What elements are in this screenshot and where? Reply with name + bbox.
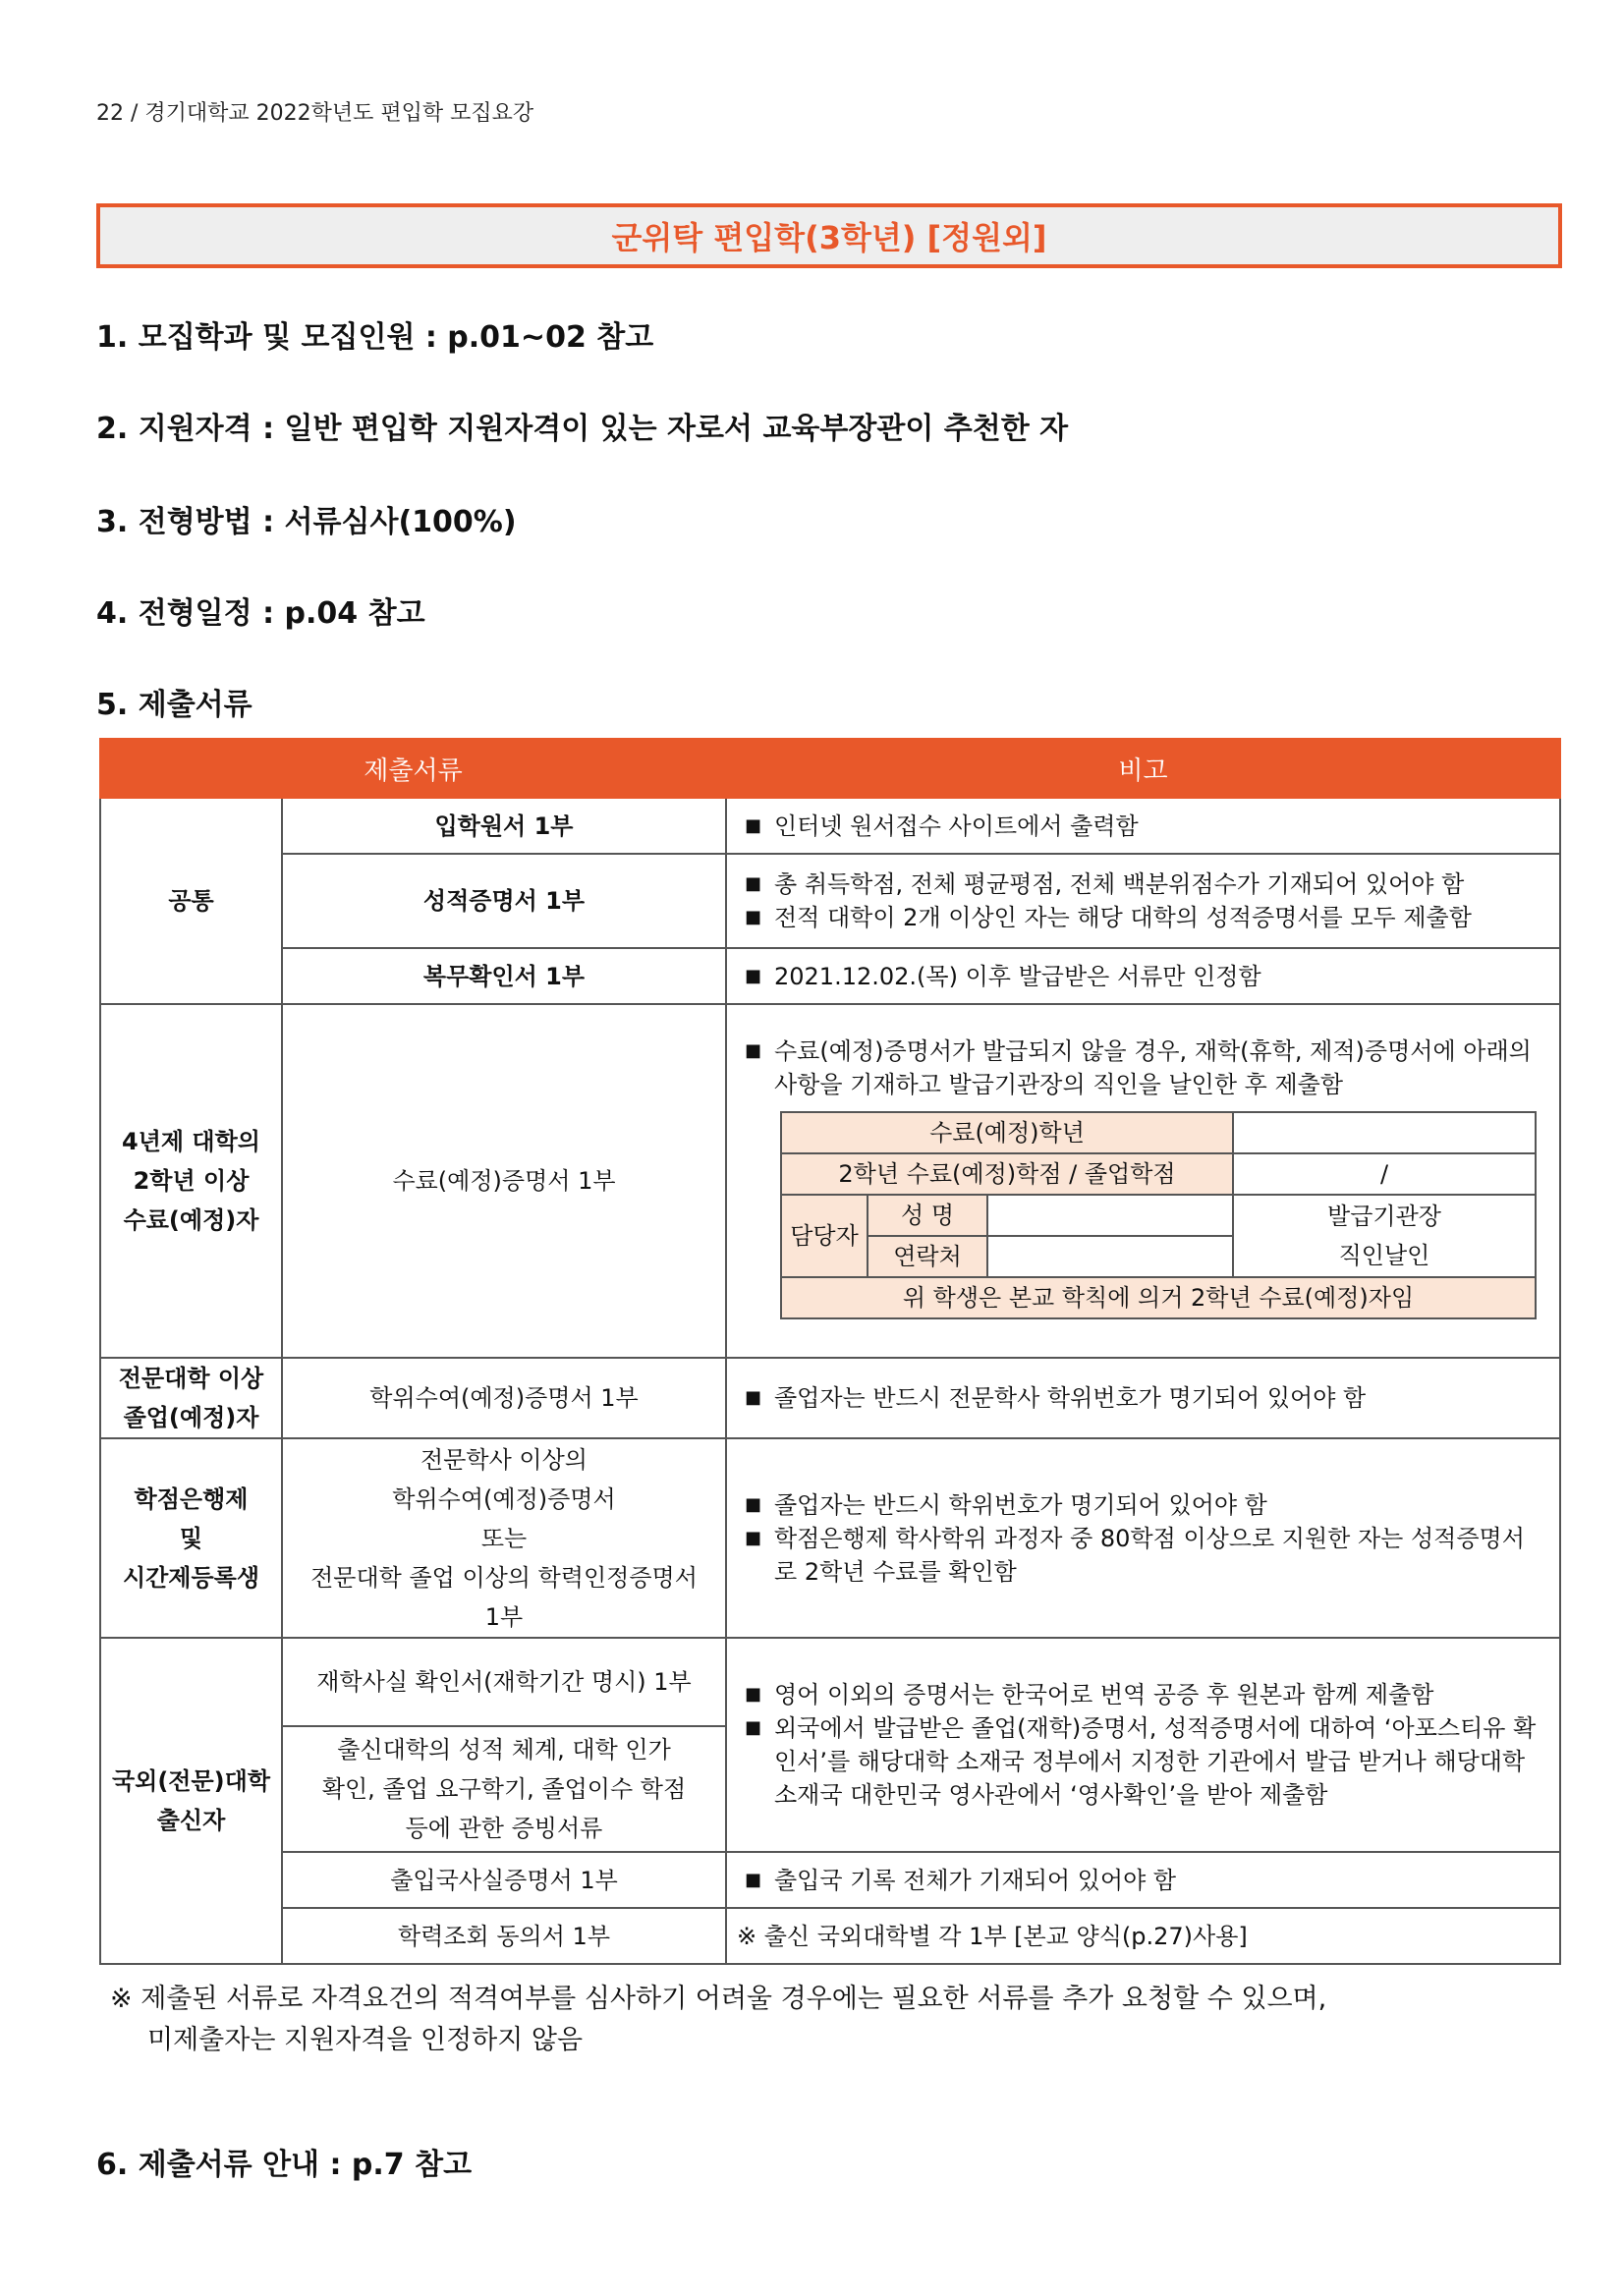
doc-credit-bank: 전문학사 이상의 학위수여(예정)증명서 또는 전문대학 졸업 이상의 학력인정증명서 1부 xyxy=(282,1438,726,1638)
table-row xyxy=(100,948,1560,1004)
remark-cell: ■ 총 취득학점, 전체 평균평점, 전체 백분위점수가 기재되어 있어야 함 ■ 전적 대학이 2개 이상인 자는 해당 대학의 성적증명서를 모두 제출함 xyxy=(726,854,1560,948)
header-remarks: 비고 xyxy=(726,739,1560,798)
bullet-icon: ■ xyxy=(745,1527,762,1548)
doc-foreign-evidence: 출신대학의 성적 체계, 대학 인가 확인, 졸업 요구학기, 졸업이수 학점 등에 관한 증빙서류 xyxy=(282,1726,726,1852)
bullet-icon: ■ xyxy=(745,814,762,836)
table-row xyxy=(100,854,1560,948)
remark-cell: ■ 졸업자는 반드시 전문학사 학위번호가 명기되어 있어야 함 xyxy=(726,1358,1560,1438)
running-head: 22 / 경기대학교 2022학년도 편입학 모집요강 xyxy=(96,101,534,126)
doc-degree-certificate: 학위수여(예정)증명서 1부 xyxy=(282,1358,726,1438)
remark-cell: ■ 출입국 기록 전체가 기재되어 있어야 함 xyxy=(726,1852,1560,1908)
item-5-heading: 5. 제출서류 xyxy=(96,688,252,722)
remark-cell: ■ 수료(예정)증명서가 발급되지 않을 경우, 재학(휴학, 제적)증명서에 아래의 사항을 기재하고 발급기관장의 직인을 날인한 후 제출함 수료(예정)학년 2학년 수료(예정)학점 / 졸업학점 / 담당자 성 명 발급기관장 직인날인 연락처 위 학생은 본교 학칙에 의거 2학년 수료(예정)자임 xyxy=(726,1004,1560,1358)
bullet-icon: ■ xyxy=(745,1387,762,1408)
form-credits-value: / xyxy=(1233,1153,1536,1195)
form-name-label: 성 명 xyxy=(868,1195,987,1236)
item-3-heading: 3. 전형방법 : 서류심사(100%) xyxy=(96,505,517,539)
table-row xyxy=(100,798,1560,854)
remark-cell: ■ 영어 이외의 증명서는 한국어로 번역 공증 후 원본과 함께 제출함 ■ 외국에서 발급받은 졸업(재학)증명서, 성적증명서에 대하여 ‘아포스티유 확인서’를 해당대학 소재국 정부에서 지정한 기관에서 발급 받거나 해당대학 소재국 대한민국 영사관에서 ‘영사확인’을 받아 제출함 xyxy=(726,1638,1560,1852)
remark-cell: ■ 인터넷 원서접수 사이트에서 출력함 xyxy=(726,798,1560,854)
item-4-heading: 4. 전형일정 : p.04 참고 xyxy=(96,596,425,631)
bullet-icon: ■ xyxy=(745,1869,762,1890)
form-credits-label: 2학년 수료(예정)학점 / 졸업학점 xyxy=(781,1153,1233,1195)
bullet-icon: ■ xyxy=(745,1717,762,1738)
table-header-row xyxy=(100,739,1560,798)
category-credit-bank: 학점은행제 및 시간제등록생 xyxy=(100,1438,282,1638)
doc-transcript: 성적증명서 1부 xyxy=(282,854,726,948)
item-2-heading: 2. 지원자격 : 일반 편입학 지원자격이 있는 자로서 교육부장관이 추천한 자 xyxy=(96,412,1069,446)
category-college: 전문대학 이상 졸업(예정)자 xyxy=(100,1358,282,1438)
doc-service-confirmation: 복무확인서 1부 xyxy=(282,948,726,1004)
table-row xyxy=(100,1004,1560,1358)
remark-cell: ■ 2021.12.02.(목) 이후 발급받은 서류만 인정함 xyxy=(726,948,1560,1004)
category-foreign: 국외(전문)대학 출신자 xyxy=(100,1638,282,1964)
doc-verification-consent: 학력조회 동의서 1부 xyxy=(282,1908,726,1964)
doc-enrollment-confirmation: 재학사실 확인서(재학기간 명시) 1부 xyxy=(282,1638,726,1726)
bullet-icon: ■ xyxy=(745,1040,762,1061)
item-6-heading: 6. 제출서류 안내 : p.7 참고 xyxy=(96,2148,473,2182)
form-contact-label: 담당자 xyxy=(781,1195,868,1277)
table-row xyxy=(100,1438,1560,1638)
completion-form-table xyxy=(780,1111,1537,1319)
bullet-icon: ■ xyxy=(745,907,762,927)
section-title: 군위탁 편입학(3학년) [정원외] xyxy=(96,203,1562,268)
bullet-icon: ■ xyxy=(745,873,762,894)
bullet-icon: ■ xyxy=(745,1684,762,1705)
documents-table xyxy=(99,738,1561,1965)
bullet-icon: ■ xyxy=(745,965,762,986)
doc-completion-certificate: 수료(예정)증명서 1부 xyxy=(282,1004,726,1358)
table-row xyxy=(100,1908,1560,1964)
form-name-value xyxy=(987,1195,1233,1236)
form-completion-grade-label: 수료(예정)학년 xyxy=(781,1112,1233,1153)
form-seal: 발급기관장 직인날인 xyxy=(1233,1195,1536,1277)
footnote: ※ 제출된 서류로 자격요건의 적격여부를 심사하기 어려울 경우에는 필요한 서류를 추가 요청할 수 있으며, 미제출자는 지원자격을 인정하지 않음 xyxy=(110,1984,1327,2055)
remark-cell: ■ 졸업자는 반드시 학위번호가 명기되어 있어야 함 ■ 학점은행제 학사학위 과정자 중 80학점 이상으로 지원한 자는 성적증명서로 2학년 수료를 확인함 xyxy=(726,1438,1560,1638)
category-common: 공통 xyxy=(100,798,282,1004)
form-completion-grade-value xyxy=(1233,1112,1536,1153)
doc-application: 입학원서 1부 xyxy=(282,798,726,854)
table-row xyxy=(100,1852,1560,1908)
bullet-icon: ■ xyxy=(745,1493,762,1515)
form-footer: 위 학생은 본교 학칙에 의거 2학년 수료(예정)자임 xyxy=(781,1277,1536,1318)
remark-cell: ※ 출신 국외대학별 각 1부 [본교 양식(p.27)사용] xyxy=(726,1908,1560,1964)
table-row xyxy=(100,1358,1560,1438)
form-phone-label: 연락처 xyxy=(868,1236,987,1277)
doc-immigration-record: 출입국사실증명서 1부 xyxy=(282,1852,726,1908)
category-4year: 4년제 대학의 2학년 이상 수료(예정)자 xyxy=(100,1004,282,1358)
header-documents: 제출서류 xyxy=(100,739,726,798)
item-1-heading: 1. 모집학과 및 모집인원 : p.01~02 참고 xyxy=(96,320,654,355)
table-row xyxy=(100,1638,1560,1726)
form-phone-value xyxy=(987,1236,1233,1277)
